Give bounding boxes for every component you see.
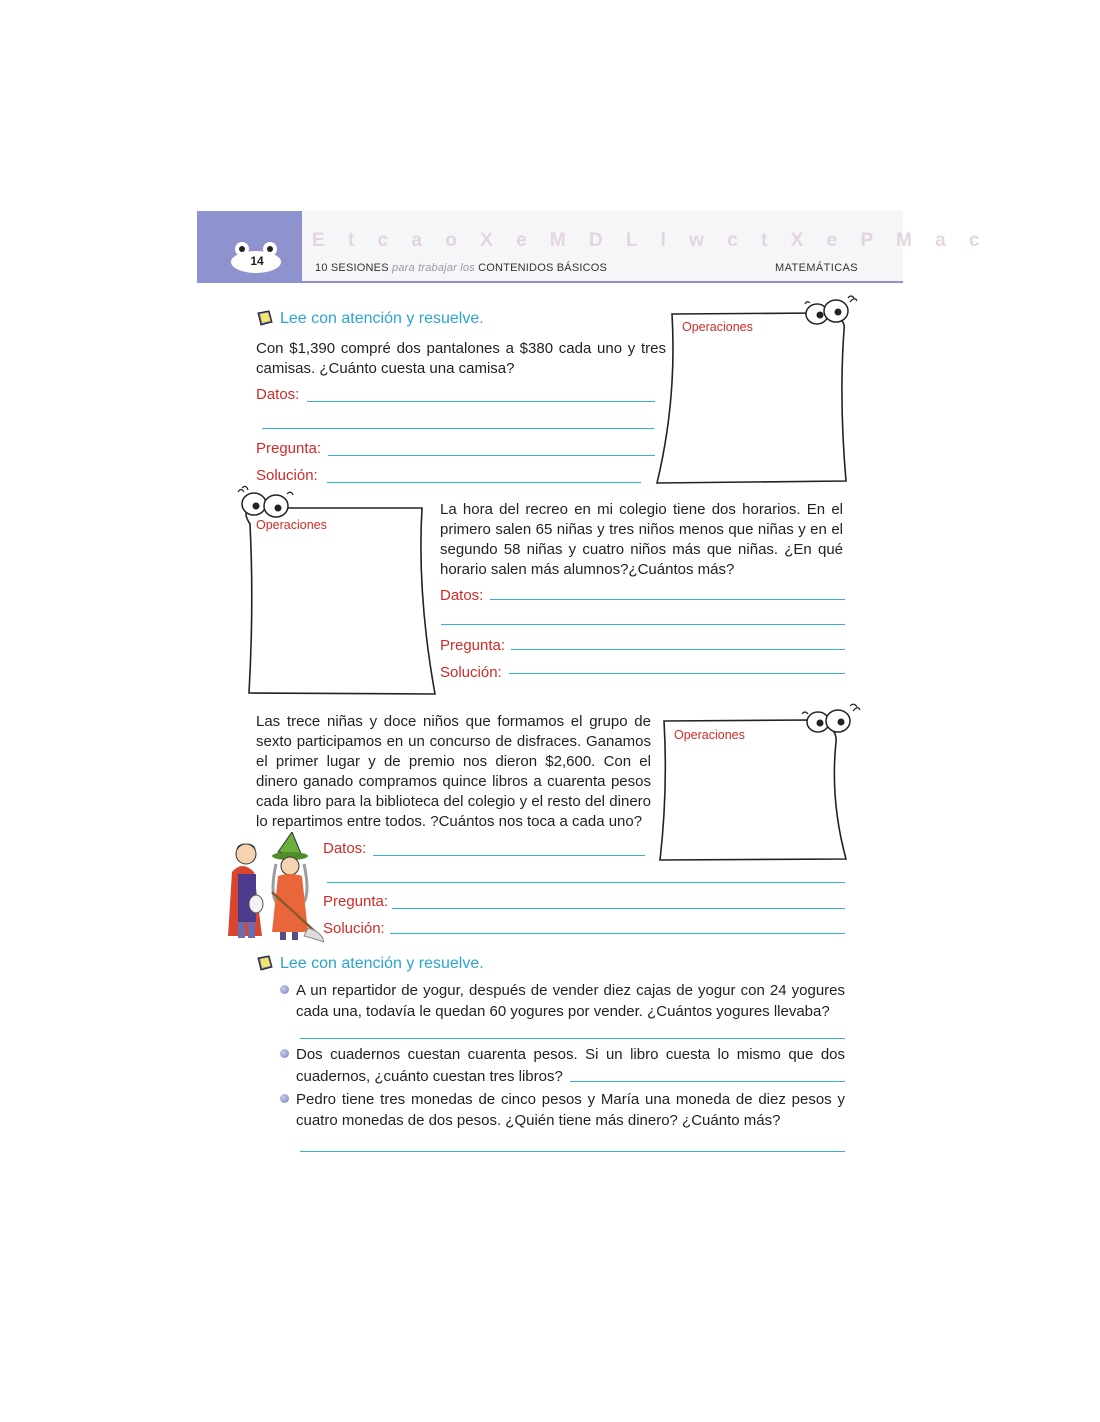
problem1-text: Con $1,390 compré dos pantalones a $380 cada uno y tres camisas. ¿Cuánto cuesta una camisa? — [256, 340, 666, 377]
googly-eyes-icon — [802, 704, 860, 732]
header-divider — [197, 281, 903, 283]
section2-instruction: Lee con atención y resuelve. — [280, 955, 484, 972]
operations-box-3 — [652, 700, 864, 865]
problem1-solucion-line[interactable] — [327, 482, 641, 483]
problem2-datos-line-2[interactable] — [441, 624, 845, 625]
operations-label-1: Operaciones — [682, 320, 753, 334]
question-1: A un repartidor de yogur, después de vender diez cajas de yogur con 24 yogures cada una, todavía le quedan 60 yogures por vender. ¿Cuántos yogures llevaba? — [296, 982, 845, 1020]
problem2-solucion-label: Solución: — [440, 664, 502, 681]
problem2-datos-label: Datos: — [440, 587, 484, 604]
problem1-solucion-label: Solución: — [256, 467, 318, 484]
operations-label-3: Operaciones — [674, 728, 745, 742]
series-title-part3: CONTENIDOS BÁSICOS — [478, 262, 608, 274]
problem2-text: La hora del recreo en mi colegio tiene dos horarios. En el primero salen 65 niñas y tres niños menos que niñas y en el segundo 58 niñas y cuatro niños más que niñas. ¿En qué horario salen más alumnos?¿Cuántos más? — [440, 501, 843, 578]
problem3-solucion-line[interactable] — [390, 933, 845, 934]
bullet-icon — [280, 1049, 289, 1058]
problem3-pregunta-label: Pregunta: — [323, 893, 389, 910]
problem3-text: Las trece niñas y doce niños que formamos el grupo de sexto participamos en un concurso de disfraces. Ganamos el primer lugar y de premio nos dieron $2,600. Con el dinero ganado compramos quince libros a cuarenta pesos cada libro para la biblioteca del colegio y el resto del dinero lo repartimos entre todos. ?Cuántos nos toca a cada uno? — [256, 713, 651, 830]
subject-title: MATEMÁTICAS — [775, 262, 859, 274]
problem1-datos-line[interactable] — [307, 401, 655, 402]
question-1-answer-line[interactable] — [300, 1038, 845, 1039]
googly-eyes-icon — [805, 296, 857, 324]
problem3-datos-line[interactable] — [373, 855, 645, 856]
question-3-answer-line[interactable] — [300, 1151, 845, 1152]
series-title — [315, 262, 607, 274]
problem2-solucion-line[interactable] — [509, 673, 845, 674]
problem3-datos-line-2[interactable] — [327, 882, 845, 883]
problem2-datos-line[interactable] — [490, 599, 845, 600]
section1-instruction: Lee con atención y resuelve. — [280, 310, 484, 327]
problem1-datos-label: Datos: — [256, 386, 300, 403]
problem1-datos-line-2[interactable] — [262, 428, 654, 429]
question-2-answer-line[interactable] — [570, 1081, 845, 1082]
question-2: Dos cuadernos cuestan cuarenta pesos. Si un libro cuesta lo mismo que dos cuadernos, ¿cuánto cuestan tres libros? — [296, 1046, 845, 1085]
problem1-pregunta-line[interactable] — [328, 455, 655, 456]
operations-label-2: Operaciones — [256, 518, 327, 532]
question-3: Pedro tiene tres monedas de cinco pesos y María una moneda de diez pesos y cuatro monedas de dos pesos. ¿Quién tiene más dinero? ¿Cuánto más? — [296, 1091, 845, 1129]
series-title-part2: para trabajar los — [392, 262, 475, 274]
book-icon — [256, 310, 274, 326]
operations-box-2 — [232, 484, 442, 699]
decorative-letters: E t c a o X e M D L l w c t X e P M a c — [312, 230, 989, 251]
problem1-pregunta-label: Pregunta: — [256, 440, 322, 457]
page-number: 14 — [250, 254, 264, 268]
costume-kids-illustration — [226, 832, 324, 944]
series-title-part1: 10 SESIONES — [315, 262, 389, 274]
bullet-icon — [280, 1094, 289, 1103]
problem3-solucion-label: Solución: — [323, 920, 385, 937]
problem2-pregunta-label: Pregunta: — [440, 637, 506, 654]
problem3-datos-label: Datos: — [323, 840, 367, 857]
problem3-pregunta-line[interactable] — [392, 908, 845, 909]
bullet-icon — [280, 985, 289, 994]
googly-eyes-icon — [238, 486, 293, 517]
book-icon — [256, 955, 274, 971]
problem2-pregunta-line[interactable] — [511, 649, 845, 650]
